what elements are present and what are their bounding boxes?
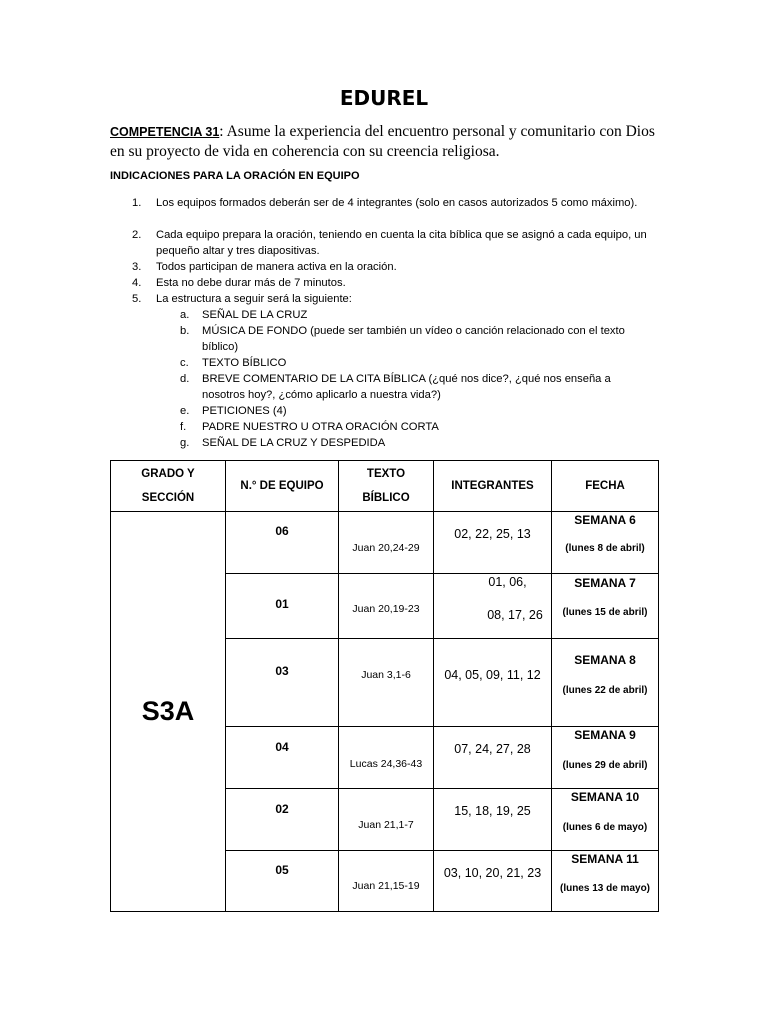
members-continued: 08, 17, 26 xyxy=(487,608,543,622)
list-item-number: 4. xyxy=(132,277,142,289)
list-item-text: Esta no debe durar más de 7 minutos. xyxy=(156,277,346,289)
structure-item-text: SEÑAL DE LA CRUZ Y DESPEDIDA xyxy=(202,437,386,449)
team-number: 01 xyxy=(275,597,289,611)
competencia-paragraph xyxy=(110,122,670,161)
team-number: 03 xyxy=(275,664,289,678)
structure-item-letter: f. xyxy=(180,421,187,433)
list-item-text: La estructura a seguir será la siguiente: xyxy=(156,293,352,305)
week-label: SEMANA 10 xyxy=(570,790,640,804)
structure-item-letter: g. xyxy=(180,437,190,449)
structure-item-letter: d. xyxy=(180,373,190,385)
header-texto xyxy=(339,461,434,512)
bible-text: Juan 20,19-23 xyxy=(352,603,420,615)
structure-item-text: PADRE NUESTRO U OTRA ORACIÓN CORTA xyxy=(202,421,439,433)
list-item-text: Cada equipo prepara la oración, teniendo en cuenta la cita bíblica que se asignó a cada equipo, un pequeño altar y tres diapositivas. xyxy=(156,229,647,257)
team-number: 05 xyxy=(275,863,289,877)
list-item-number: 2. xyxy=(132,229,142,241)
list-item-number: 5. xyxy=(132,293,142,305)
header-texto-line1: TEXTO xyxy=(366,468,406,480)
week-label: SEMANA 8 xyxy=(574,653,636,667)
header-texto-line2: BÍBLICO xyxy=(362,492,410,504)
date-label: (lunes 15 de abril) xyxy=(562,607,648,618)
date-label: (lunes 29 de abril) xyxy=(562,760,648,771)
grade-cell: S3A xyxy=(111,512,226,912)
header-grado-line2: SECCIÓN xyxy=(141,492,195,504)
week-label: SEMANA 9 xyxy=(574,728,636,742)
members: 01, 06, xyxy=(488,575,527,589)
header-integrantes: INTEGRANTES xyxy=(434,461,552,512)
bible-text: Lucas 24,36-43 xyxy=(349,758,423,770)
table-header-row xyxy=(111,461,659,512)
structure-item-text: SEÑAL DE LA CRUZ xyxy=(202,309,308,321)
header-grado xyxy=(111,461,226,512)
header-fecha: FECHA xyxy=(552,461,659,512)
list-item-text: Todos participan de manera activa en la oración. xyxy=(156,261,397,273)
schedule-table xyxy=(110,460,659,912)
date-label: (lunes 13 de mayo) xyxy=(559,883,651,894)
bible-text: Juan 3,1-6 xyxy=(361,669,411,681)
members: 07, 24, 27, 28 xyxy=(454,742,531,756)
week-label: SEMANA 6 xyxy=(574,513,636,527)
members: 02, 22, 25, 13 xyxy=(454,527,531,541)
bible-text: Juan 21,15-19 xyxy=(352,880,420,892)
members: 04, 05, 09, 11, 12 xyxy=(444,668,541,682)
week-label: SEMANA 7 xyxy=(574,576,636,590)
team-number: 04 xyxy=(275,740,289,754)
structure-item-letter: c. xyxy=(180,357,189,369)
page-title: EDUREL xyxy=(339,86,429,110)
bible-text: Juan 21,1-7 xyxy=(358,819,414,831)
header-equipo: N.° DE EQUIPO xyxy=(226,461,339,512)
date-label: (lunes 6 de mayo) xyxy=(562,822,648,833)
instructions-heading: INDICACIONES PARA LA ORACIÓN EN EQUIPO xyxy=(110,170,360,182)
structure-item-text: MÚSICA DE FONDO (puede ser también un vídeo o canción relacionado con el texto bíblico) xyxy=(202,325,625,353)
date-label: (lunes 8 de abril) xyxy=(565,543,645,554)
competencia-text: : Asume la experiencia del encuentro personal y comunitario con Dios en su proyecto de vida en coherencia con su creencia religiosa. xyxy=(110,123,655,160)
date-label: (lunes 22 de abril) xyxy=(562,685,648,696)
structure-item-letter: e. xyxy=(180,405,190,417)
header-grado-line1: GRADO Y xyxy=(141,468,195,480)
competencia-label: COMPETENCIA 31 xyxy=(110,125,220,139)
list-item-text: Los equipos formados deberán ser de 4 integrantes (solo en casos autorizados 5 como máximo). xyxy=(156,197,638,209)
team-number: 02 xyxy=(275,802,289,816)
table-row xyxy=(111,512,659,574)
structure-item-text: TEXTO BÍBLICO xyxy=(202,357,287,369)
team-number: 06 xyxy=(275,524,289,538)
structure-item-text: BREVE COMENTARIO DE LA CITA BÍBLICA (¿qué nos dice?, ¿qué nos enseña a nosotros hoy?, ¿cómo aplicarlo a nuestra vida?) xyxy=(202,373,611,401)
structure-item-letter: a. xyxy=(180,309,190,321)
members: 03, 10, 20, 21, 23 xyxy=(443,866,542,880)
structure-item-letter: b. xyxy=(180,325,190,337)
bible-text: Juan 20,24-29 xyxy=(352,542,420,554)
structure-item-text: PETICIONES (4) xyxy=(202,405,287,417)
list-item-number: 1. xyxy=(132,197,142,209)
week-label: SEMANA 11 xyxy=(571,852,639,866)
members: 15, 18, 19, 25 xyxy=(454,804,531,818)
list-item-number: 3. xyxy=(132,261,142,273)
